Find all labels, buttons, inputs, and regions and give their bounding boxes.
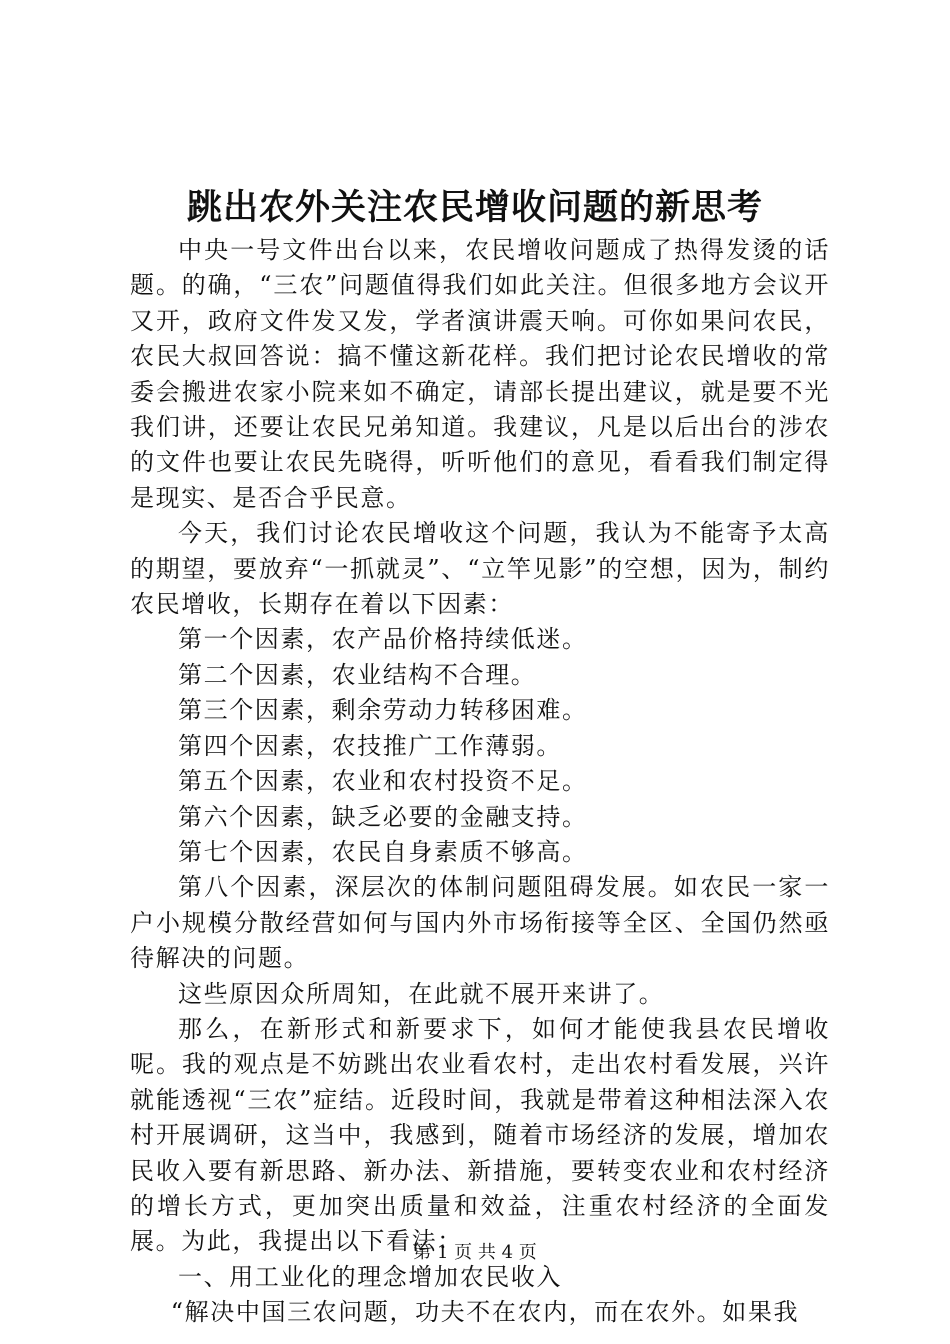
- factor-1: 第一个因素，农产品价格持续低迷。: [178, 625, 588, 654]
- factor-5: 第五个因素，农业和农村投资不足。: [178, 767, 588, 796]
- page-footer: 第 1 页 共 4 页: [413, 1242, 537, 1263]
- factor-6: 第六个因素，缺乏必要的金融支持。: [178, 802, 588, 831]
- document-body: [130, 233, 830, 1331]
- factor-7: 第七个因素，农民自身素质不够高。: [178, 837, 588, 866]
- paragraph-quote: “解决中国三农问题，功夫不在农内，而在农外。如果我: [170, 1298, 800, 1327]
- document-title: 跳出农外关注农民增收问题的新思考: [186, 187, 763, 228]
- factor-3: 第三个因素，剩余劳动力转移困难。: [178, 696, 588, 725]
- paragraph-intro: 中央一号文件出台以来，农民增收问题成了热得发烫的话题。的确，“三农”问题值得我们如此关注。但很多地方会议开又开，政府文件发又发，学者演讲震天响。可你如果问农民，农民大叔回答说：搞不懂这新花样。我们把讨论农民增收的常委会搬进农家小院来如不确定，请部长提出建议，就是要不光我们讲，还要让农民兄弟知道。我建议，凡是以后出台的涉农的文件也要让农民先晓得，听听他们的意见，看看我们制定得是现实、是否合乎民意。: [130, 236, 830, 512]
- paragraph-today: 今天，我们讨论农民增收这个问题，我认为不能寄予太高的期望，要放弃“一抓就灵”、“立竿见影”的空想，因为，制约农民增收，长期存在着以下因素：: [130, 519, 830, 619]
- section-heading-1: 一、用工业化的理念增加农民收入: [178, 1262, 562, 1291]
- factor-4: 第四个因素，农技推广工作薄弱。: [178, 731, 562, 760]
- factor-2: 第二个因素，农业结构不合理。: [178, 660, 537, 689]
- paragraph-new-approach: 那么，在新形式和新要求下，如何才能使我县农民增收呢。我的观点是不妨跳出农业看农村，走出农村看发展，兴许就能透视“三农”症结。近段时间，我就是带着这种相法深入农村开展调研，这当中，我感到，随着市场经济的发展，增加农民收入要有新思路、新办法、新措施，要转变农业和农村经济的增长方式，更加突出质量和效益，注重农村经济的全面发展。为此，我提出以下看法：: [130, 1014, 830, 1256]
- factor-8: 第八个因素，深层次的体制问题阻碍发展。如农民一家一户小规模分散经营如何与国内外市场衔接等全区、全国仍然亟待解决的问题。: [130, 873, 830, 973]
- paragraph-known-reasons: 这些原因众所周知，在此就不展开来讲了。: [178, 979, 665, 1008]
